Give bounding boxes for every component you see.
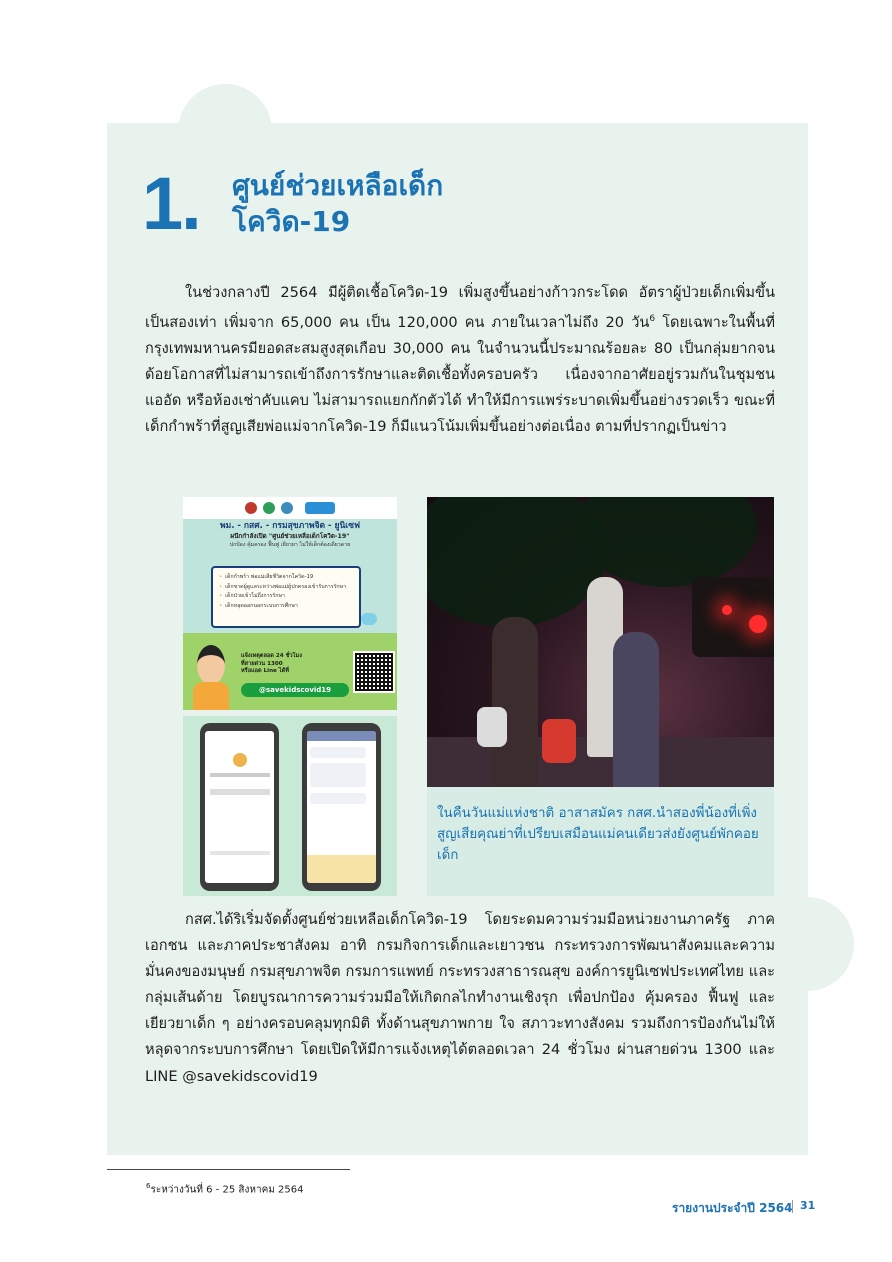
profile-avatar-icon	[233, 753, 247, 767]
footnote-divider	[107, 1169, 350, 1170]
section-title	[232, 168, 652, 240]
profile-footer-placeholder	[210, 851, 270, 855]
poster-bullet-board	[211, 566, 361, 628]
report-title: รายงานประจำปี 2564	[672, 1201, 793, 1215]
bag	[542, 719, 576, 763]
poster-logo-bar	[183, 497, 397, 519]
photo-caption: ในคืนวันแม่แห่งชาติ อาสาสมัคร กสศ.นำสองพี่น้องที่เพิ่งสูญเสียคุณย่าที่เปรียบเสมือนแม่คนเดียวส่งยังศูนย์พักคอยเด็ก	[437, 806, 759, 863]
footnote-text: ระหว่างวันที่ 6 - 25 สิงหาคม 2564	[150, 1184, 304, 1196]
phone-chat-screen	[302, 723, 381, 891]
child-figure	[613, 632, 659, 787]
intro-paragraph	[145, 280, 775, 440]
section-title-line1: ศูนย์ช่วยเหลือเด็ก	[232, 169, 444, 202]
bag	[477, 707, 507, 747]
chat-header-bar	[307, 731, 376, 741]
dmh-logo-icon	[281, 502, 293, 514]
intro-paragraph-text: ในช่วงกลางปี 2564 มีผู้ติดเชื้อโควิด-19 เพิ่มสูงขึ้นอย่างก้าวกระโดด อัตราผู้ป่วยเด็กเพิ่มขึ้นเป็นสองเท่า เพิ่มจาก 65,000 คน เป็น 120,000 คน ภายในเวลาไม่ถึง 20 วัน	[145, 284, 775, 331]
photo-caption-box	[427, 787, 774, 896]
ministry-logo-icon	[245, 502, 257, 514]
intro-paragraph-text-cont: โดยเฉพาะในพื้นที่กรุงเทพมหานครมียอดสะสมสูงสุดเกือบ 30,000 คน ในจำนวนนี้ประมาณร้อยละ 80 เป็นกลุ่มยากจนด้อยโอกาสที่ไม่สามารถเข้าถึงการรักษาและติดเชื้อทั้งครอบครัว เนื่องจากอาศัยอยู่รวมกันในชุมชนแออัด หรือห้องเช่าคับแคบ ไม่สามารถแยกกักตัวได้ ทำให้มีการแพร่ระบาดเพิ่มขึ้นอย่างรวดเร็ว ขณะที่เด็กกำพร้าที่สูญเสียพ่อแม่จากโควิด-19 ก็มีแนวโน้มเพิ่มขึ้นอย่างต่อเนื่อง ตามที่ปรากฏเป็นข่าว	[145, 313, 775, 436]
footer-separator	[792, 1200, 793, 1213]
night-volunteer-photo	[427, 497, 774, 787]
profile-name-placeholder	[210, 773, 270, 777]
campaign-poster	[183, 497, 397, 710]
girl-illustration-body	[193, 682, 229, 710]
poster-bullet: • เด็กขาดผู้ดูแลระหว่างพ่อแม่ผู้ปกครองเข้ารับการรักษา	[219, 583, 353, 593]
poster-report-line3: หรือแอด Line ได้ที่	[241, 668, 289, 675]
girl-illustration-icon	[197, 645, 225, 685]
footnote-number: 6	[146, 1182, 151, 1190]
tree-foliage	[577, 497, 757, 587]
chat-bubble	[310, 793, 366, 804]
center-paragraph: กสศ.ได้ริเริ่มจัดตั้งศูนย์ช่วยเหลือเด็กโควิด-19 โดยระดมความร่วมมือหน่วยงานภาครัฐ ภาคเอกชน และภาคประชาสังคม อาทิ กรมกิจการเด็กและเยาวชน กระทรวงการพัฒนาสังคมและความมั่นคงของมนุษย์ กรมสุขภาพจิต กรมการแพทย์ กระทรวงสาธารณสุข องค์การยูนิเซฟประเทศไทย และกลุ่มเส้นด้าย โดยบูรณาการความร่วมมือให้เกิดกลไกทำงานเชิงรุก เพื่อปกป้อง คุ้มครอง ฟื้นฟู และเยียวยาเด็ก ๆ อย่างครอบคลุมทุกมิติ ทั้งด้านสุขภาพกาย ใจ สภาวะทางสังคม รวมถึงการป้องกันไม่ให้หลุดจากระบบการศึกษา โดยเปิดให้มีการแจ้งเหตุได้ตลอดเวลา 24 ชั่วโมง ผ่านสายด่วน 1300 และ LINE @savekidscovid19	[145, 911, 775, 1085]
poster-subtitle: ผนึกกำลังเปิด "ศูนย์ช่วยเหลือเด็กโควิด-19"	[230, 533, 350, 540]
line-id-badge: @savekidscovid19	[241, 683, 349, 697]
child-figure	[492, 617, 538, 787]
poster-bullet: • เด็กป่วยเข้าไม่ถึงการรักษา	[219, 592, 353, 602]
emergency-light	[722, 605, 732, 615]
emergency-light	[749, 615, 767, 633]
phone-profile-screen	[200, 723, 279, 891]
eef-logo-icon	[263, 502, 275, 514]
poster-report-info	[241, 653, 302, 676]
profile-actions-placeholder	[210, 789, 270, 795]
page-number: 31	[800, 1199, 816, 1212]
line-app-screenshots	[183, 716, 397, 896]
footnote-ref[interactable]: 6	[649, 314, 656, 325]
chat-menu-banner	[307, 855, 376, 883]
poster-bullet: • เด็กหลุดออกนอกระบบการศึกษา	[219, 602, 353, 612]
footnote	[146, 1182, 303, 1197]
poster-tagline: ปกป้อง คุ้มครอง ฟื้นฟู เยียวยา ไม่ให้เด็กต้องเดียวดาย	[229, 542, 351, 548]
poster-report-line1: แจ้งเหตุตลอด 24 ชั่วโมง	[241, 653, 302, 659]
poster-title: พม. - กสศ. - กรมสุขภาพจิต - ยูนิเซฟ	[219, 521, 360, 531]
chat-bubble	[310, 747, 366, 758]
qr-code-icon	[353, 651, 395, 693]
speech-bubble-icon	[361, 613, 377, 625]
chat-bubble	[310, 763, 366, 787]
section-number: 1.	[142, 162, 200, 245]
section-title-line2: โควิด-19	[232, 205, 351, 238]
poster-report-line2: ที่สายด่วน 1300	[241, 660, 283, 667]
unicef-logo-icon	[305, 502, 335, 514]
poster-bullet: • เด็กกำพร้า พ่อแม่เสียชีวิตจากโควิด-19	[219, 573, 353, 583]
